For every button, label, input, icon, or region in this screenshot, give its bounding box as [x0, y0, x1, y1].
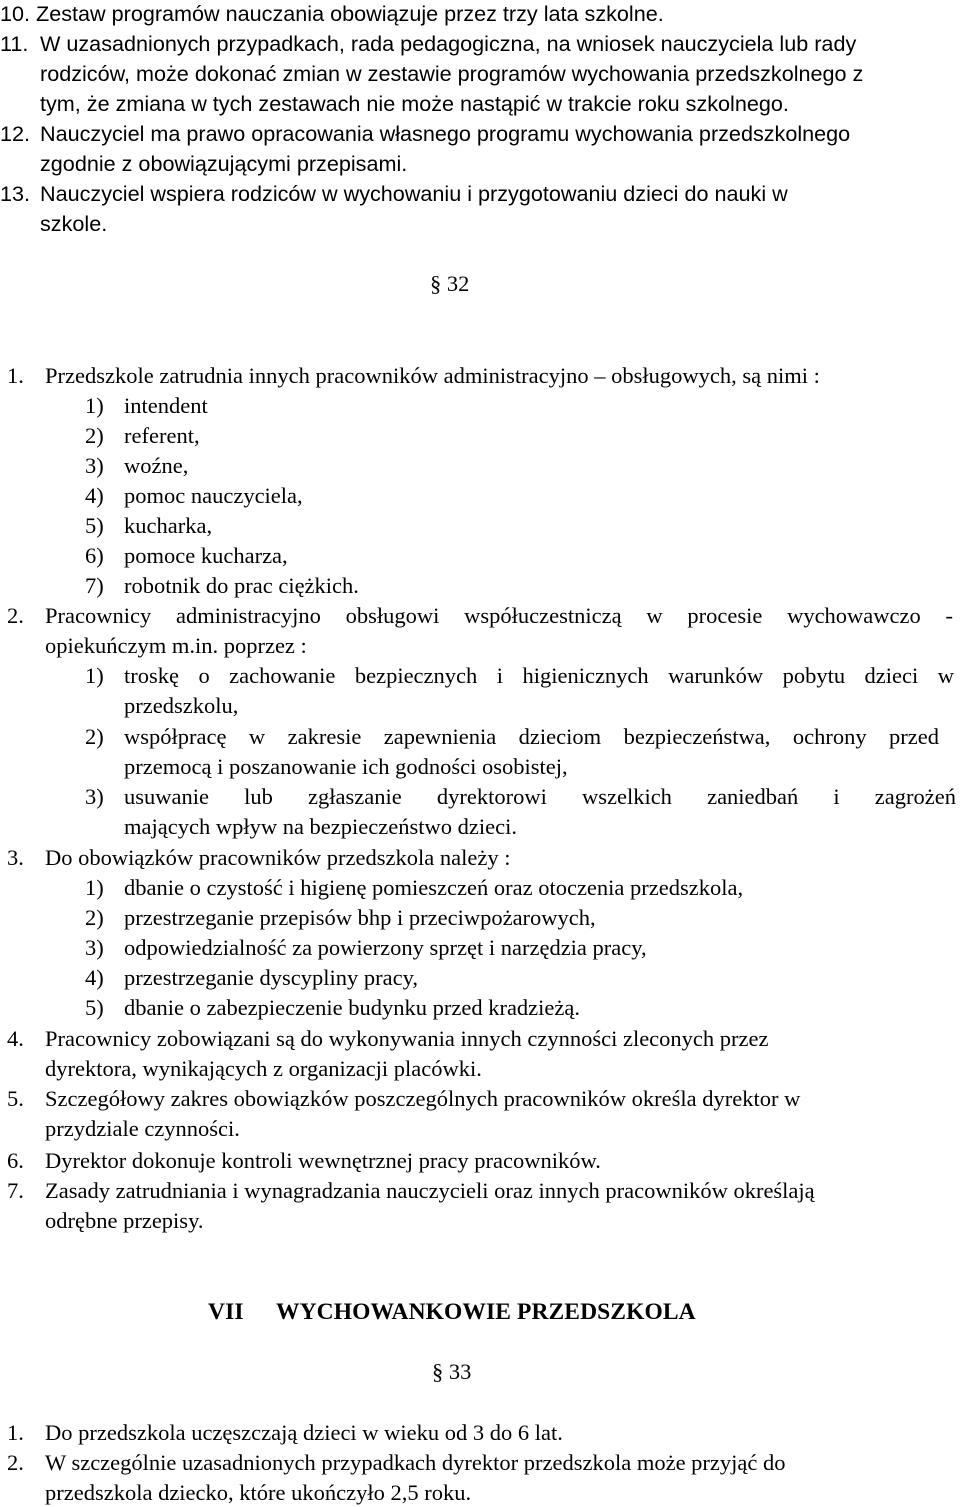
sub-text: przemocą i poszanowanie ich godności osobistej,: [124, 754, 568, 779]
sub-number: 2): [85, 905, 104, 930]
point-text: Zasady zatrudniania i wynagradzania nauczycieli oraz innych pracowników określają: [45, 1178, 815, 1203]
sub-number: 1): [85, 663, 104, 688]
point-number: 7.: [7, 1178, 24, 1203]
point-text: Pracownicy administracyjno obsługowi współuczestniczą w procesie wychowawczo -: [45, 603, 953, 628]
sub-number: 1): [85, 393, 104, 418]
sub-number: 2): [85, 423, 104, 448]
sub-text: robotnik do prac ciężkich.: [124, 573, 359, 598]
point-number: 3.: [7, 845, 24, 870]
point-text: Do obowiązków pracowników przedszkola należy :: [45, 845, 511, 870]
item-text-line: Nauczyciel wspiera rodziców w wychowaniu i przygotowaniu dzieci do nauki w: [40, 181, 788, 206]
paragraph-32-heading: § 32: [430, 271, 470, 296]
point-text: Przedszkole zatrudnia innych pracowników administracyjno – obsługowych, są nimi :: [45, 363, 820, 388]
point-text: Szczegółowy zakres obowiązków poszczególnych pracowników określa dyrektor w: [45, 1086, 801, 1111]
sub-text: referent,: [124, 423, 200, 448]
sub-text: dbanie o zabezpieczenie budynku przed kradzieżą.: [124, 995, 580, 1020]
point-number: 2.: [7, 1450, 24, 1475]
point-text: opiekuńczym m.in. poprzez :: [45, 633, 307, 658]
chapter-title: WYCHOWANKOWIE PRZEDSZKOLA: [276, 1299, 696, 1325]
sub-number: 4): [85, 965, 104, 990]
sub-number: 2): [85, 724, 104, 749]
sub-text: usuwanie lub zgłaszanie dyrektorowi wszelkich zaniedbań i zagrożeń: [124, 784, 956, 809]
point-text: odrębne przepisy.: [45, 1208, 204, 1233]
sub-number: 6): [85, 543, 104, 568]
sub-number: 3): [85, 935, 104, 960]
point-number: 1.: [7, 1420, 24, 1445]
item-text: Zestaw programów nauczania obowiązuje przez trzy lata szkolne.: [36, 1, 664, 26]
point-text: przedszkola dziecko, które ukończyło 2,5 roku.: [45, 1480, 472, 1505]
chapter-number: VII: [208, 1299, 244, 1325]
point-text: dyrektora, wynikających z organizacji placówki.: [45, 1056, 482, 1081]
sub-text: dbanie o czystość i higienę pomieszczeń oraz otoczenia przedszkola,: [124, 875, 744, 900]
item-number: 10.: [0, 1, 31, 26]
sub-number: 3): [85, 784, 104, 809]
sub-number: 5): [85, 513, 104, 538]
sub-number: 5): [85, 995, 104, 1020]
item-number: 11.: [0, 31, 29, 56]
sub-text: mających wpływ na bezpieczeństwo dzieci.: [124, 814, 517, 839]
item-text-line: zgodnie z obowiązującymi przepisami.: [40, 151, 408, 176]
sub-text: troskę o zachowanie bezpiecznych i higienicznych warunków pobytu dzieci w: [124, 663, 954, 688]
item-text-line: rodziców, może dokonać zmian w zestawie programów wychowania przedszkolnego z: [40, 61, 864, 86]
point-number: 2.: [7, 603, 24, 628]
item-11: [0, 30, 28, 58]
item-10: [0, 0, 664, 28]
item-13-number: 13.: [0, 181, 31, 206]
point-text: Do przedszkola uczęszczają dzieci w wieku od 3 do 6 lat.: [45, 1420, 563, 1445]
sub-text: przedszkolu,: [124, 693, 239, 718]
sub-text: kucharka,: [124, 513, 213, 538]
point-number: 4.: [7, 1026, 24, 1051]
sub-text: przestrzeganie przepisów bhp i przeciwpożarowych,: [124, 905, 596, 930]
point-text: przydziale czynności.: [45, 1116, 240, 1141]
item-text-line: Nauczyciel ma prawo opracowania własnego programu wychowania przedszkolnego: [40, 121, 851, 146]
item-12-number: 12.: [0, 121, 31, 146]
sub-text: pomoc nauczyciela,: [124, 483, 303, 508]
sub-text: przestrzeganie dyscypliny pracy,: [124, 965, 419, 990]
sub-number: 3): [85, 453, 104, 478]
sub-text: intendent: [124, 393, 208, 418]
point-text: W szczególnie uzasadnionych przypadkach dyrektor przedszkola może przyjąć do: [45, 1450, 786, 1475]
point-number: 1.: [7, 363, 24, 388]
item-text-line: tym, że zmiana w tych zestawach nie może nastąpić w trakcie roku szkolnego.: [40, 91, 789, 116]
sub-text: współpracę w zakresie zapewnienia dzieciom bezpieczeństwa, ochrony przed: [124, 724, 939, 749]
sub-text: pomoce kucharza,: [124, 543, 288, 568]
item-text-line: W uzasadnionych przypadkach, rada pedagogiczna, na wniosek nauczyciela lub rady: [40, 31, 857, 56]
point-number: 6.: [7, 1148, 24, 1173]
paragraph-33-heading: § 33: [432, 1359, 472, 1384]
sub-number: 7): [85, 573, 104, 598]
sub-text: odpowiedzialność za powierzony sprzęt i narzędzia pracy,: [124, 935, 647, 960]
point-number: 5.: [7, 1086, 24, 1111]
sub-text: woźne,: [124, 453, 189, 478]
point-text: Pracownicy zobowiązani są do wykonywania innych czynności zleconych przez: [45, 1026, 769, 1051]
sub-number: 4): [85, 483, 104, 508]
sub-number: 1): [85, 875, 104, 900]
point-text: Dyrektor dokonuje kontroli wewnętrznej pracy pracowników.: [45, 1148, 601, 1173]
item-text-line: szkole.: [40, 211, 108, 236]
